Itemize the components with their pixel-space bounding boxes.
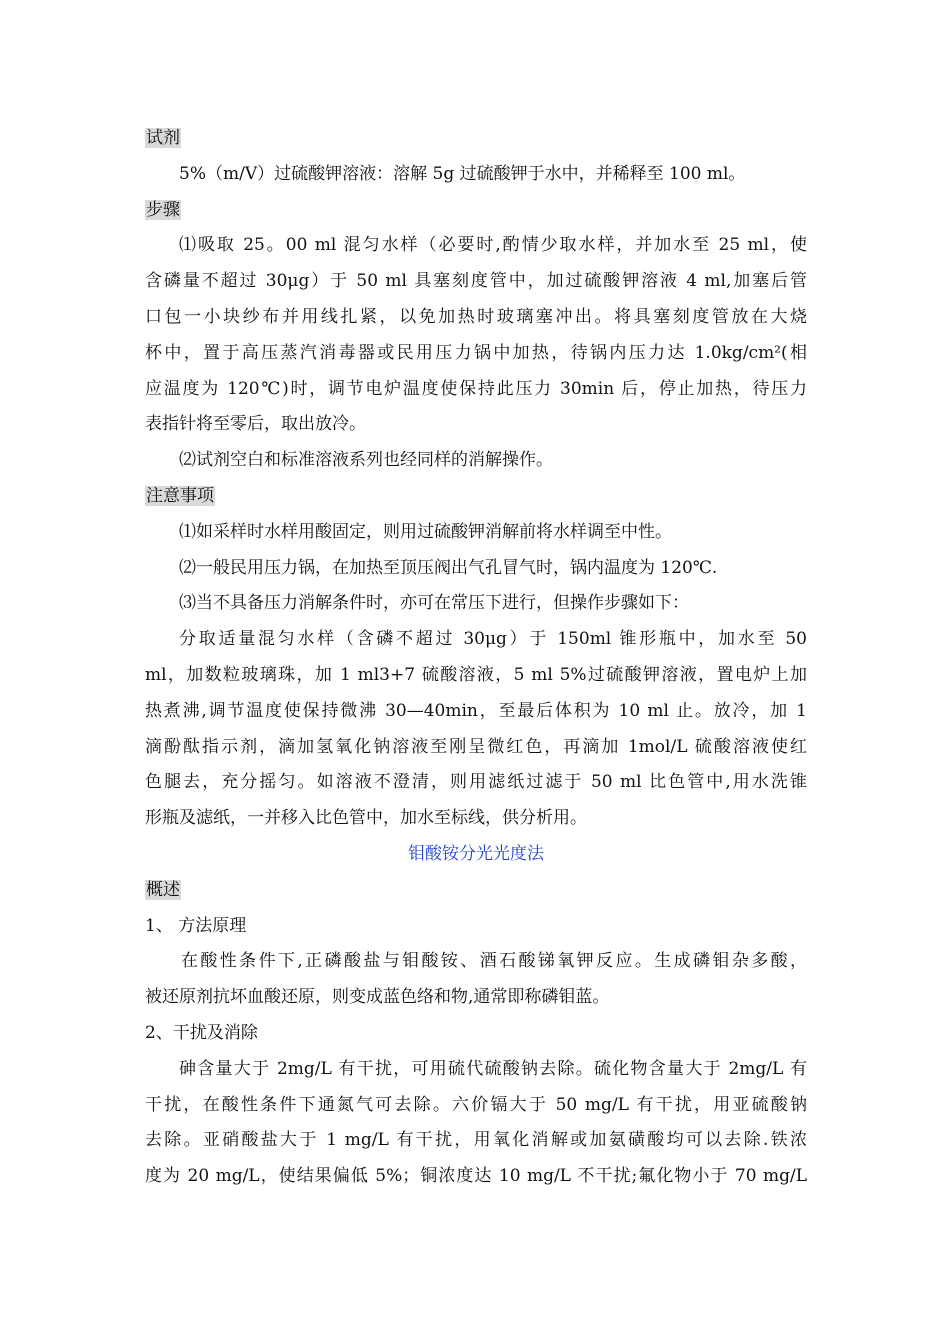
overview-line: 在酸性条件下,正磷酸盐与钼酸铵、酒石酸锑氧钾反应。生成磷钼杂多酸， <box>181 951 807 972</box>
step1-line: 应温度为 120℃)时，调节电炉温度使保持此压力 30min 后，停止加热，待压力 <box>145 378 807 399</box>
note-line: ⑶当不具备压力消解条件时，亦可在常压下进行，但操作步骤如下： <box>179 593 689 614</box>
note3-line: 滴酚酞指示剂，滴加氢氧化钠溶液至刚呈微红色，再滴加 1mol/L 硫酸溶液使红 <box>145 736 807 757</box>
note3-line: ml，加数粒玻璃珠，加 1 ml3+7 硫酸溶液，5 ml 5%过硫酸钾溶液，置电炉上加 <box>145 664 807 685</box>
note3-line: 色腿去，充分摇匀。如溶液不澄清，则用滤纸过滤于 50 ml 比色管中,用水洗锥 <box>145 772 807 793</box>
heading-steps-text: 步骤 <box>146 199 180 220</box>
heading-overview <box>145 873 807 909</box>
note3-line: 分取适量混匀水样（含磷不超过 30μg）于 150ml 锥形瓶中，加水至 50 <box>179 629 807 650</box>
step1-line: 表指针将至零后，取出放冷。 <box>145 414 366 435</box>
note3-line: 形瓶及滤纸，一并移入比色管中，加水至标线，供分析用。 <box>145 808 587 829</box>
overview-line: 去除。亚硝酸盐大于 1 mg/L 有干扰，用氧化消解或加氨磺酸均可以去除.铁浓 <box>145 1130 807 1151</box>
step1-line: 口包一小块纱布并用线扎紧，以免加热时玻璃塞冲出。将具塞刻度管放在大烧 <box>145 306 807 327</box>
overview-subtitle: 2、干扰及消除 <box>145 1022 258 1043</box>
step2-line: ⑵试剂空白和标准溶液系列也经同样的消解操作。 <box>179 450 553 471</box>
heading-steps <box>145 193 807 229</box>
step1-line: 含磷量不超过 30μg）于 50 ml 具塞刻度管中，加过硫酸钾溶液 4 ml,加塞后管 <box>145 271 807 292</box>
heading-notes-text: 注意事项 <box>146 485 214 506</box>
heading-reagent-text: 试剂 <box>146 128 180 148</box>
heading-reagent <box>145 121 807 157</box>
section-title: 钼酸铵分光光度法 <box>408 843 544 864</box>
step1-line: 杯中，置于高压蒸汽消毒器或民用压力锅中加热，待锅内压力达 1.0kg/cm²(相 <box>145 342 807 363</box>
note-line: ⑴如采样时水样用酸固定，则用过硫酸钾消解前将水样调至中性。 <box>179 521 672 542</box>
overview-line: 被还原剂抗坏血酸还原，则变成蓝色络和物,通常即称磷钼蓝。 <box>145 987 610 1008</box>
overview-line: 度为 20 mg/L，使结果偏低 5%；铜浓度达 10 mg/L 不干扰;氟化物小于 70 mg/L <box>145 1166 807 1187</box>
heading-overview-text: 概述 <box>146 879 180 900</box>
reagent-paragraph: 5%（m/V）过硫酸钾溶液：溶解 5g 过硫酸钾于水中，并稀释至 100 ml。 <box>179 163 746 184</box>
overview-line: 砷含量大于 2mg/L 有干扰，可用硫代硫酸钠去除。硫化物含量大于 2mg/L 有 <box>179 1058 807 1079</box>
note3-line: 热煮沸,调节温度使保持微沸 30—40min，至最后体积为 10 ml 止。放冷，加 1 <box>145 700 807 721</box>
overview-subtitle: 1、 方法原理 <box>145 915 247 936</box>
heading-notes <box>145 479 807 515</box>
step1-line: ⑴吸取 25。00 ml 混匀水样（必要时,酌情少取水样，并加水至 25 ml，使 <box>179 235 807 256</box>
overview-line: 干扰，在酸性条件下通氮气可去除。六价镉大于 50 mg/L 有干扰，用亚硫酸钠 <box>145 1094 807 1115</box>
document-page <box>145 121 807 1195</box>
note-line: ⑵一般民用压力锅，在加热至顶压阀出气孔冒气时，锅内温度为 120℃. <box>179 557 718 578</box>
